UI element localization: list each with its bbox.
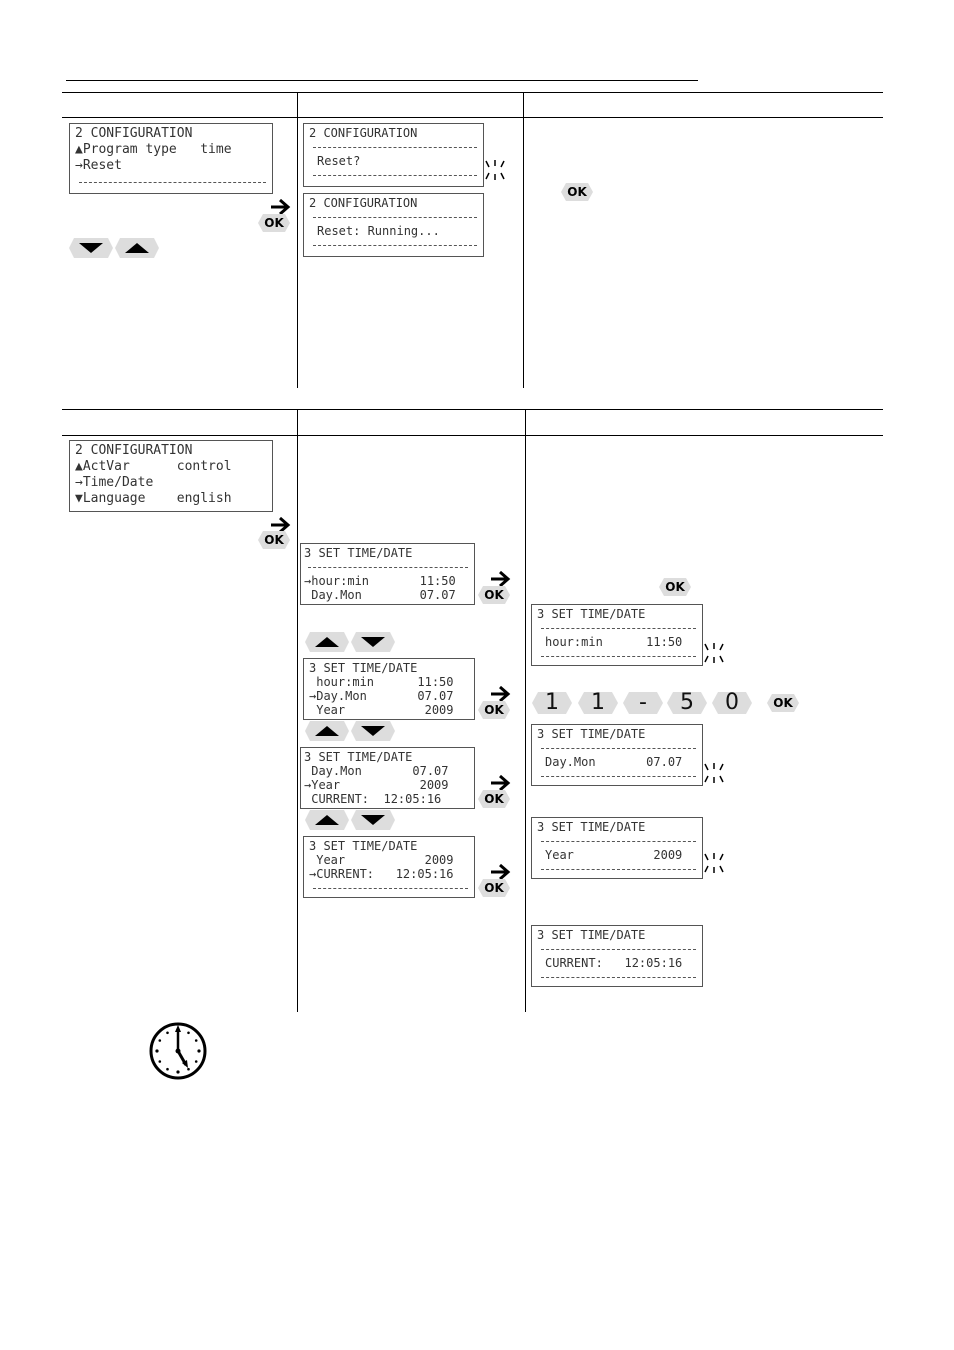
lcd-edit-year: [531, 817, 703, 879]
separator-key[interactable]: -: [622, 691, 664, 715]
digit-key-1[interactable]: 1: [577, 691, 619, 715]
lcd-reset-running: [303, 193, 484, 257]
lcd-separator: [537, 769, 698, 783]
lcd-line: Year 2009: [545, 848, 683, 862]
lcd-line: Day.Mon 07.07: [545, 755, 683, 769]
lcd-line: 3 SET TIME/DATE: [309, 661, 418, 675]
section2-col-divider-1: [297, 409, 298, 1012]
up-down-keys: [304, 809, 396, 831]
digit-key-0[interactable]: 0: [711, 691, 753, 715]
up-down-keys: [304, 631, 396, 653]
lcd-separator: [537, 970, 698, 984]
lcd-edit-day: [531, 724, 703, 786]
lcd-set-hour: [300, 543, 475, 605]
lcd-line: 3 SET TIME/DATE: [537, 820, 646, 834]
lcd-separator: [537, 862, 698, 876]
lcd-separator: [537, 942, 698, 956]
lcd-line: 3 SET TIME/DATE: [537, 928, 646, 942]
lcd-line: 2 CONFIGURATION: [75, 443, 193, 458]
lcd-config-timedate-menu: [69, 440, 273, 512]
section2-header-top: [62, 409, 883, 410]
lcd-separator: [304, 560, 470, 574]
lcd-line: Reset?: [317, 154, 361, 168]
lcd-separator: [309, 210, 479, 224]
up-down-keys: [304, 720, 396, 742]
lcd-line: Day.Mon 07.07: [304, 588, 456, 602]
lcd-line: →Year 2009: [304, 778, 449, 792]
lcd-current-time: [531, 925, 703, 987]
ok-key-icon[interactable]: OK: [477, 878, 511, 898]
ok-key-icon[interactable]: OK: [477, 789, 511, 809]
lcd-line: 2 CONFIGURATION: [309, 196, 418, 210]
blink-indicator-icon: [702, 642, 726, 664]
lcd-set-day: [303, 658, 475, 720]
ok-key-icon[interactable]: OK: [257, 213, 291, 233]
lcd-line: ▲ActVar control: [75, 459, 232, 474]
lcd-line: ▲Program type time: [75, 142, 232, 157]
ok-key-icon[interactable]: OK: [477, 585, 511, 605]
section1-header-bottom: [62, 117, 883, 118]
lcd-line: CURRENT: 12:05:16: [545, 956, 683, 970]
ok-key-icon[interactable]: OK: [477, 700, 511, 720]
lcd-separator: [75, 174, 268, 190]
lcd-line: 2 CONFIGURATION: [75, 126, 193, 141]
section1-col-divider-1: [297, 92, 298, 388]
section1-header-top: [62, 92, 883, 93]
lcd-reset-confirm: [303, 123, 484, 187]
clock-icon: [148, 1021, 208, 1081]
section2-header-bottom: [62, 435, 883, 436]
blink-indicator-icon: [483, 159, 507, 181]
lcd-line: →Time/Date: [75, 475, 154, 490]
lcd-set-year: [300, 747, 475, 809]
lcd-line: →hour:min 11:50: [304, 574, 456, 588]
section2-col-divider-2: [525, 409, 526, 1012]
lcd-separator: [537, 649, 698, 663]
lcd-line: 3 SET TIME/DATE: [537, 727, 646, 741]
digit-key-1[interactable]: 1: [531, 691, 573, 715]
lcd-line: →Reset: [75, 158, 122, 173]
lcd-line: ▼Language english: [75, 491, 232, 506]
lcd-separator: [537, 621, 698, 635]
lcd-separator: [309, 238, 479, 252]
lcd-line: Year 2009: [309, 703, 454, 717]
lcd-line: 3 SET TIME/DATE: [309, 839, 418, 853]
lcd-line: 3 SET TIME/DATE: [304, 546, 413, 560]
lcd-edit-hour: [531, 604, 703, 666]
ok-key-icon[interactable]: OK: [766, 693, 800, 713]
digit-key-5[interactable]: 5: [666, 691, 708, 715]
blink-indicator-icon: [702, 852, 726, 874]
ok-key-icon[interactable]: OK: [560, 182, 594, 202]
blink-indicator-icon: [702, 762, 726, 784]
lcd-set-current: [303, 836, 475, 898]
section1-col-divider-2: [523, 92, 524, 388]
lcd-line: 2 CONFIGURATION: [309, 126, 418, 140]
lcd-line: hour:min 11:50: [309, 675, 454, 689]
ok-key-icon[interactable]: OK: [658, 577, 692, 597]
lcd-separator: [537, 834, 698, 848]
lcd-line: Day.Mon 07.07: [304, 764, 449, 778]
top-rule: [66, 80, 698, 81]
lcd-line: 3 SET TIME/DATE: [537, 607, 646, 621]
lcd-separator: [309, 140, 479, 154]
lcd-separator: [309, 881, 470, 895]
lcd-line: Year 2009: [309, 853, 454, 867]
lcd-line: CURRENT: 12:05:16: [304, 792, 442, 806]
lcd-separator: [537, 741, 698, 755]
lcd-config-reset-menu: [69, 123, 273, 194]
lcd-line: Reset: Running...: [317, 224, 440, 238]
ok-key-icon[interactable]: OK: [257, 530, 291, 550]
lcd-line: 3 SET TIME/DATE: [304, 750, 413, 764]
lcd-separator: [309, 168, 479, 182]
down-up-keys: [68, 237, 160, 259]
lcd-line: →Day.Mon 07.07: [309, 689, 454, 703]
lcd-line: hour:min 11:50: [545, 635, 683, 649]
lcd-line: →CURRENT: 12:05:16: [309, 867, 454, 881]
